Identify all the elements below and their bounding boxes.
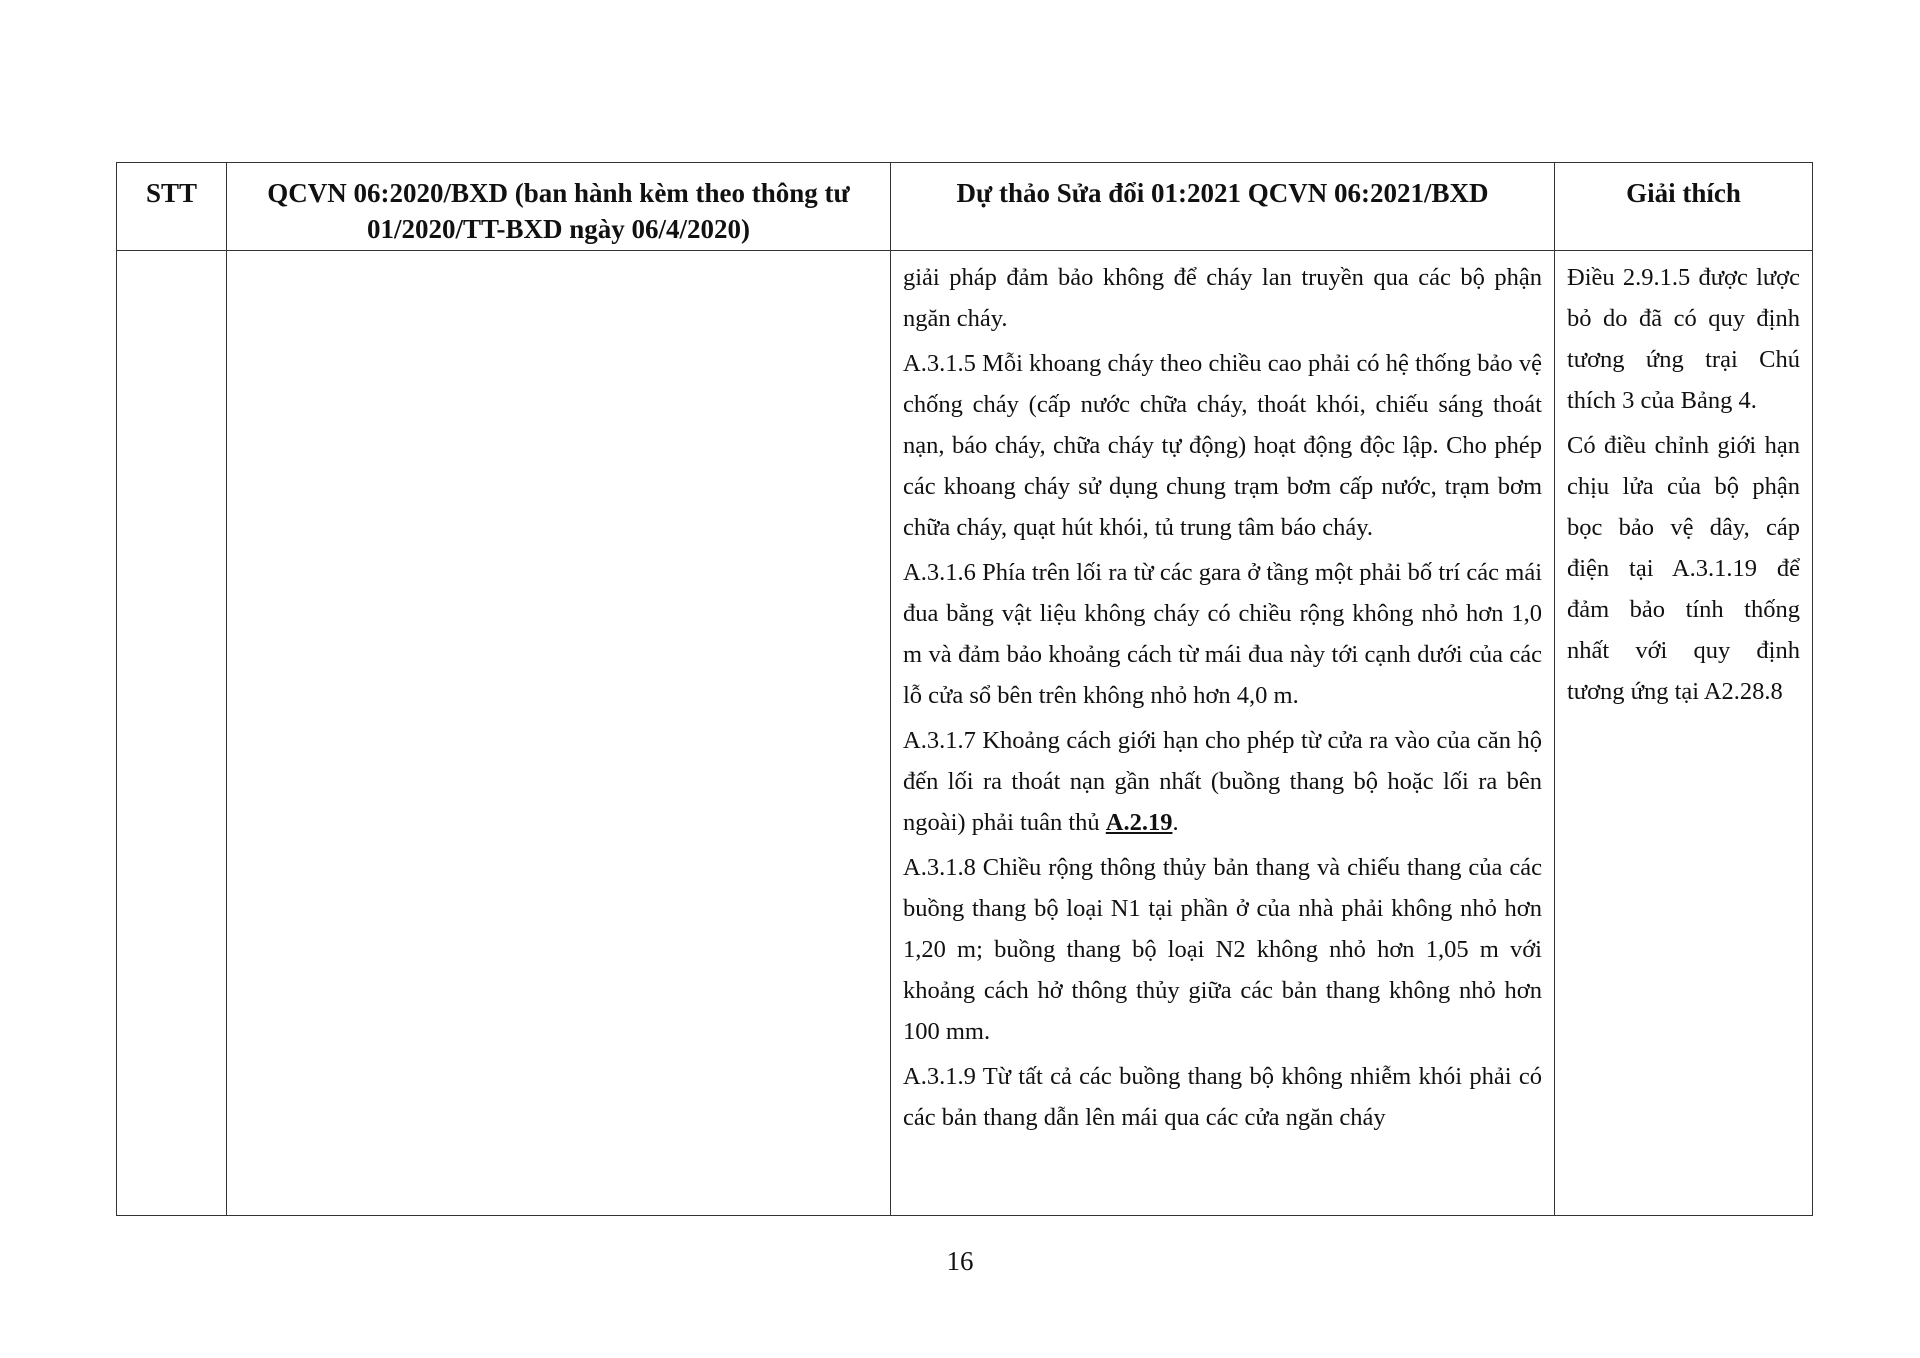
cell-draft-amendment: [891, 251, 1555, 1216]
paragraph-a316: A.3.1.6 Phía trên lối ra từ các gara ở tầng một phải bố trí các mái đua bằng vật liệu không cháy có chiều rộng không nhỏ hơn 1,0 m và đảm bảo khoảng cách từ mái đua này tới cạnh dưới của các lỗ cửa sổ bên trên không nhỏ hơn 4,0 m.: [903, 559, 1542, 709]
paragraph-a319: A.3.1.9 Từ tất cả các buồng thang bộ không nhiễm khói phải có các bản thang dẫn lên mái qua các cửa ngăn cháy: [903, 1063, 1542, 1131]
paragraph-a318: A.3.1.8 Chiều rộng thông thủy bản thang và chiếu thang của các buồng thang bộ loại N1 tại phần ở của nhà phải không nhỏ hơn 1,20 m; buồng thang bộ loại N2 không nhỏ hơn 1,05 m với khoảng cách hở thông thủy giữa các bản thang không nhỏ hơn 100 mm.: [903, 854, 1542, 1045]
reference-link-a219[interactable]: A.2.19: [1105, 809, 1173, 836]
explanation-paragraph-2: Có điều chỉnh giới hạn chịu lửa của bộ phận bọc bảo vệ dây, cáp điện tại A.3.1.19 để đảm bảo tính thống nhất với quy định tương ứng tại A2.28.8: [1567, 432, 1800, 705]
paragraph-a317: [903, 720, 1542, 843]
paragraph-a317-end: .: [1172, 809, 1179, 836]
explanation-paragraph-1: Điều 2.9.1.5 được lược bỏ do đã có quy định tương ứng trại Chú thích 3 của Bảng 4.: [1567, 264, 1800, 414]
page-number: 16: [946, 1246, 974, 1276]
header-explanation: Giải thích: [1555, 163, 1813, 251]
table-header-row: [117, 163, 1813, 251]
cell-stt: [117, 251, 227, 1216]
header-stt: STT: [117, 163, 227, 251]
paragraph-a315: A.3.1.5 Mỗi khoang cháy theo chiều cao phải có hệ thống bảo vệ chống cháy (cấp nước chữa cháy, thoát khói, chiếu sáng thoát nạn, báo cháy, chữa cháy tự động) hoạt động độc lập. Cho phép các khoang cháy sử dụng chung trạm bơm cấp nước, trạm bơm chữa cháy, quạt hút khói, tủ trung tâm báo cháy.: [903, 350, 1542, 541]
comparison-table: [116, 162, 1813, 1216]
table-row: [117, 251, 1813, 1216]
paragraph-a317-text: A.3.1.7 Khoảng cách giới hạn cho phép từ cửa ra vào của căn hộ đến lối ra thoát nạn gần nhất (buồng thang bộ hoặc lối ra bên ngoài) phải tuân thủ: [903, 727, 1542, 836]
cell-explanation: [1555, 251, 1813, 1216]
header-draft-amendment: Dự thảo Sửa đổi 01:2021 QCVN 06:2021/BXD: [891, 163, 1555, 251]
paragraph-continuation: giải pháp đảm bảo không để cháy lan truyền qua các bộ phận ngăn cháy.: [903, 264, 1542, 332]
header-old-standard: QCVN 06:2020/BXD (ban hành kèm theo thông tư 01/2020/TT-BXD ngày 06/4/2020): [227, 163, 891, 251]
cell-old-standard: [227, 251, 891, 1216]
